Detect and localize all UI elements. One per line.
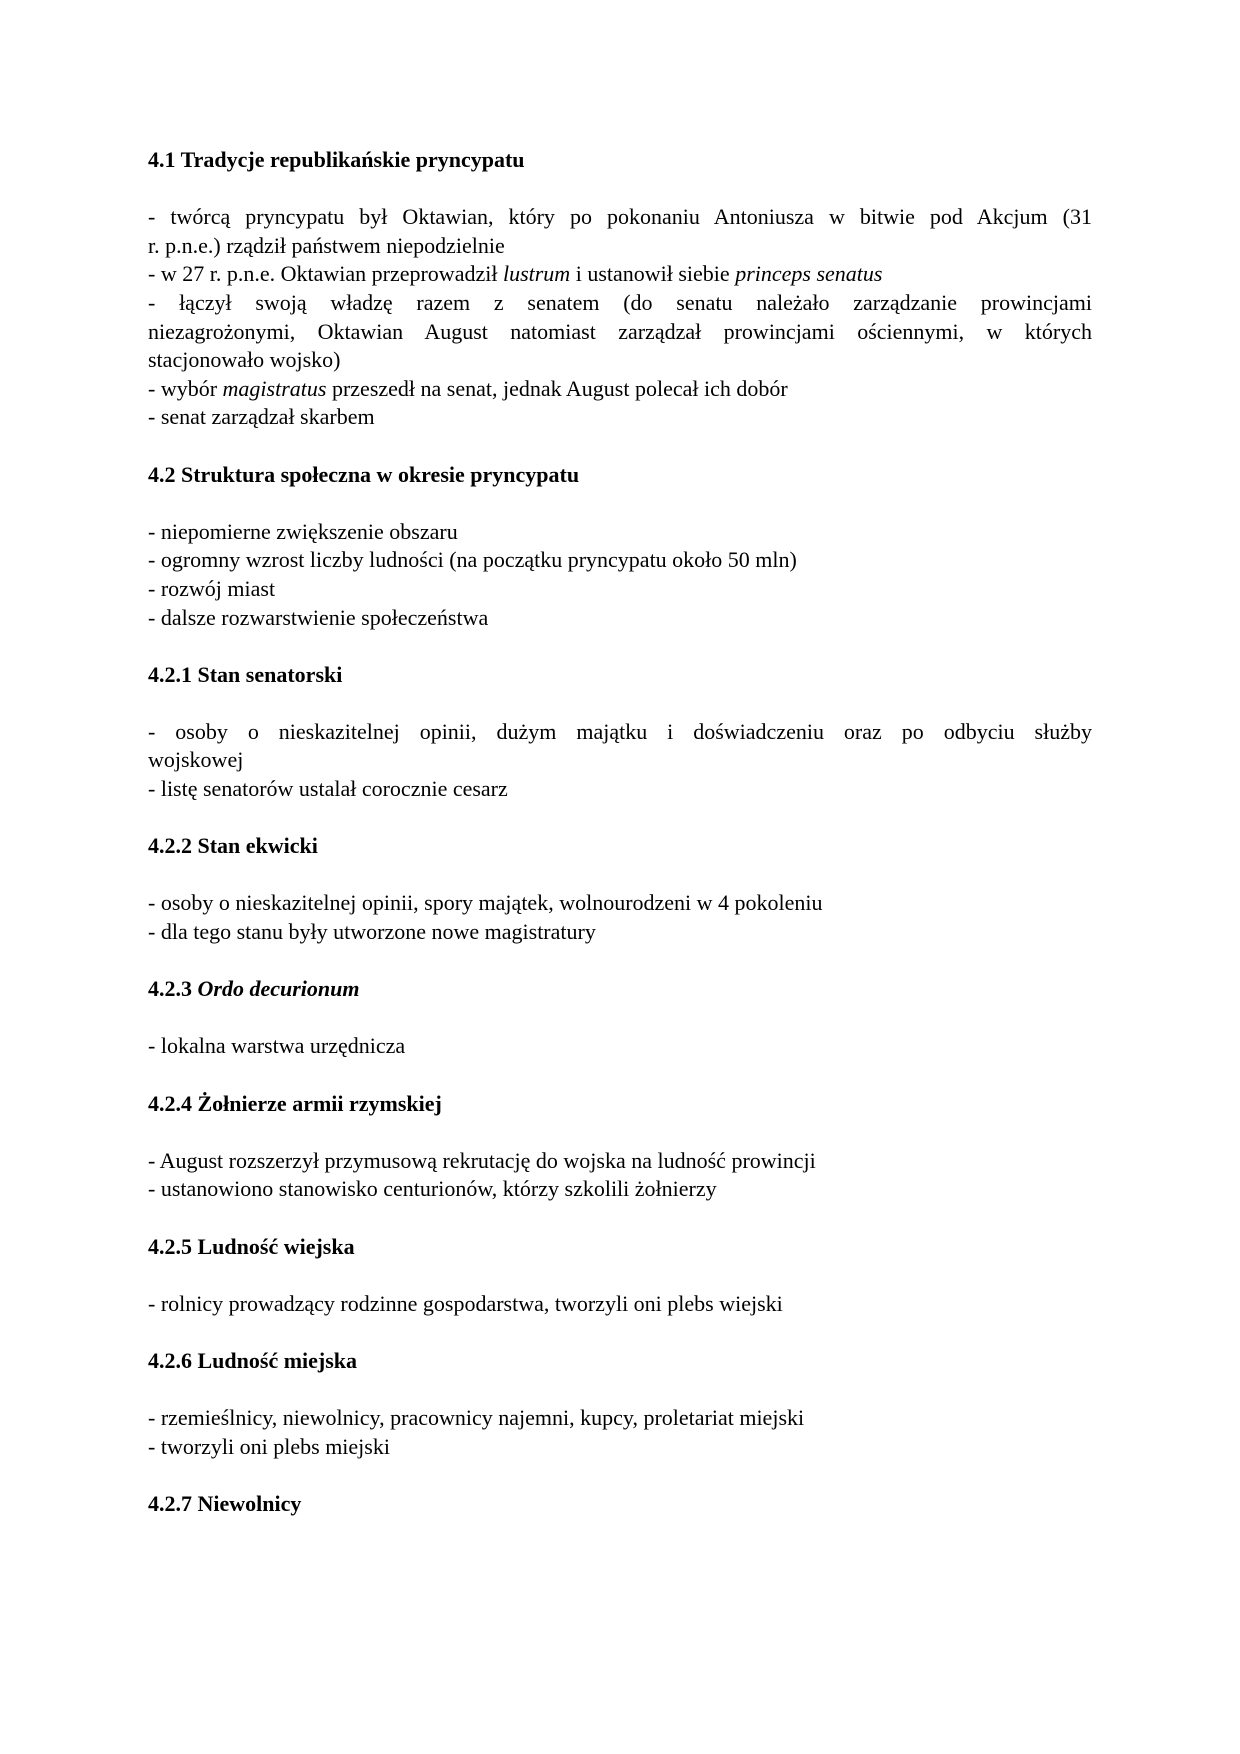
text-line: r. p.n.e.) rządził państwem niepodzielnie [148, 232, 505, 258]
section-body [148, 518, 1092, 632]
text-line: - ogromny wzrost liczby ludności (na początku pryncypatu około 50 mln) [148, 547, 797, 573]
section-heading [148, 975, 1092, 1004]
section-body [148, 1032, 1092, 1061]
section-body [148, 203, 1092, 432]
section-4-2-3 [148, 975, 1092, 1061]
section-4-2-1 [148, 661, 1092, 804]
text-line: - osoby o nieskazitelnej opinii, dużym majątku i doświadczeniu oraz po odbyciu służby [148, 718, 1092, 744]
section-heading: 4.2.4 Żołnierze armii rzymskiej [148, 1090, 442, 1116]
section-heading: 4.2.5 Ludność wiejska [148, 1233, 355, 1259]
section-body [148, 1290, 1092, 1319]
section-4-2-7 [148, 1490, 1092, 1519]
section-heading: 4.2.2 Stan ekwicki [148, 833, 318, 859]
section-body [148, 1147, 1092, 1204]
section-4-1 [148, 146, 1092, 432]
text-line: - lokalna warstwa urzędnicza [148, 1033, 406, 1059]
text-line: - twórcą pryncypatu był Oktawian, który po pokonaniu Antoniusza w bitwie pod Akcjum (31 [148, 204, 1092, 230]
section-body [148, 889, 1092, 946]
text-line: - niepomierne zwiększenie obszaru [148, 518, 458, 544]
text-span: - w 27 r. p.n.e. Oktawian przeprowadził [148, 261, 503, 287]
text-line: - rolnicy prowadzący rodzinne gospodarstwa, tworzyli oni plebs wiejski [148, 1290, 783, 1316]
document-page [148, 146, 1092, 1519]
text-line: - łączył swoją władzę razem z senatem (do senatu należało zarządzanie prowincjami [148, 289, 1092, 315]
section-heading: 4.1 Tradycje republikańskie pryncypatu [148, 147, 525, 172]
text-span: i ustanowił siebie [570, 261, 736, 287]
text-line: - August rozszerzył przymusową rekrutację do wojska na ludność prowincji [148, 1147, 816, 1173]
italic-term: magistratus [222, 375, 327, 401]
text-line: wojskowej [148, 747, 244, 773]
text-line: - dla tego stanu były utworzone nowe magistratury [148, 919, 596, 945]
text-line: - tworzyli oni plebs miejski [148, 1433, 390, 1459]
section-4-2-2 [148, 832, 1092, 946]
section-4-2-6 [148, 1347, 1092, 1461]
text-line: - dalsze rozwarstwienie społeczeństwa [148, 604, 489, 630]
italic-term: lustrum [502, 261, 571, 287]
heading-italic-term: Ordo decurionum [197, 976, 360, 1002]
text-line: niezagrożonymi, Oktawian August natomiast zarządzał prowincjami ościennymi, w których [148, 318, 1092, 344]
section-4-2-4 [148, 1090, 1092, 1204]
section-heading: 4.2.1 Stan senatorski [148, 661, 343, 687]
section-heading: 4.2.6 Ludność miejska [148, 1347, 358, 1373]
italic-term: princeps senatus [735, 261, 883, 287]
text-line: stacjonowało wojsko) [148, 347, 341, 373]
text-span: - wybór [148, 375, 223, 401]
section-4-2 [148, 461, 1092, 633]
heading-number: 4.2.3 [148, 976, 198, 1002]
text-line [148, 260, 1092, 289]
section-body [148, 718, 1092, 804]
text-span: przeszedł na senat, jednak August polecał ich dobór [326, 375, 788, 401]
section-4-2-5 [148, 1233, 1092, 1319]
text-line: - osoby o nieskazitelnej opinii, spory majątek, wolnourodzeni w 4 pokoleniu [148, 890, 823, 916]
section-body [148, 1404, 1092, 1461]
text-line [148, 375, 1092, 404]
text-line: - rzemieślnicy, niewolnicy, pracownicy najemni, kupcy, proletariat miejski [148, 1405, 805, 1431]
text-line: - rozwój miast [148, 575, 276, 601]
text-line: - senat zarządzał skarbem [148, 404, 375, 430]
section-heading: 4.2 Struktura społeczna w okresie pryncypatu [148, 461, 580, 487]
section-heading: 4.2.7 Niewolnicy [148, 1490, 302, 1516]
text-line: - listę senatorów ustalał corocznie cesarz [148, 776, 508, 802]
text-line: - ustanowiono stanowisko centurionów, którzy szkolili żołnierzy [148, 1176, 717, 1202]
